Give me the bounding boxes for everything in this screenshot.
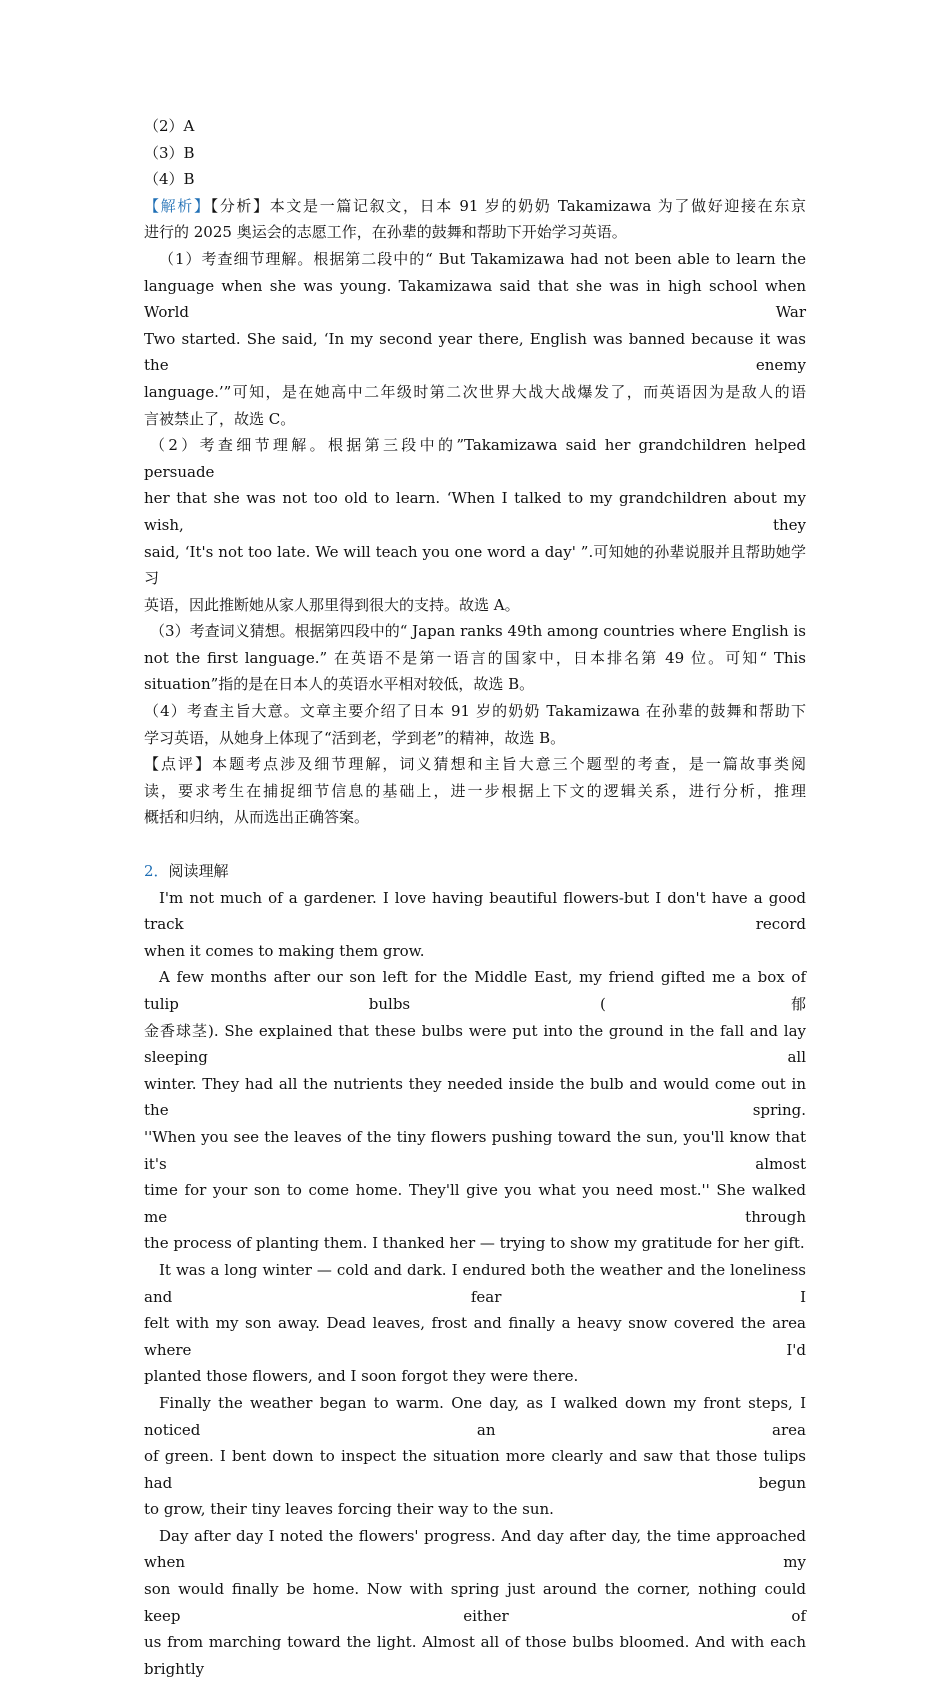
explanation-line: not the first language.” 在英语不是第一语言的国家中，日本排名第 49 位。可知“ This: [144, 648, 806, 667]
explanation-line: （1）考查细节理解。根据第二段中的“ But Takamizawa had not been able to learn the: [159, 249, 806, 268]
question-1-explanation: [144, 246, 806, 432]
passage-line: It was a long winter — cold and dark. I endured both the weather and the loneliness and fear I: [144, 1260, 806, 1306]
passage-line: son would finally be home. Now with spring just around the corner, nothing could keep either of: [144, 1580, 806, 1625]
section-title: 阅读理解: [168, 862, 229, 881]
reading-passage: [144, 885, 806, 1682]
passage-line: to grow, their tiny leaves forcing their way to the sun.: [144, 1500, 554, 1519]
explanation-line: （2）考查细节理解。根据第三段中的”Takamizawa said her grandchildren helped persuade: [144, 436, 806, 481]
passage-line: ''When you see the leaves of the tiny flowers pushing toward the sun, you'll know that it's almost: [144, 1127, 806, 1173]
explanation-line: her that she was not too old to learn. ‘When I talked to my grandchildren about my wish, they: [144, 489, 806, 534]
passage-paragraph: [144, 1523, 806, 1682]
analysis-line: 进行的 2025 奥运会的志愿工作，在孙辈的鼓舞和帮助下开始学习英语。: [144, 223, 627, 242]
explanation-line: language when she was young. Takamizawa said that she was in high school when World War: [144, 276, 806, 322]
explanation-line: （3）考查词义猜想。根据第四段中的“ Japan ranks 49th among countries where English is: [150, 622, 806, 641]
comment-line: 【点评】本题考点涉及细节理解，词义猜想和主旨大意三个题型的考查，是一篇故事类阅: [144, 755, 806, 774]
explanation-line: situation”指的是在日本人的英语水平相对较低，故选 B。: [144, 675, 535, 694]
comment-line: 概括和归纳，从而选出正确答案。: [144, 808, 370, 827]
answer-line: （2）A: [144, 117, 195, 135]
explanation-line: language.’”可知，是在她高中二年级时第二次世界大战大战爆发了，而英语因为是敌人的语: [144, 382, 806, 401]
explanation-line: Two started. She said, ‘In my second year there, English was banned because it was the enemy: [144, 329, 806, 375]
answer-line: （3）B: [144, 143, 195, 162]
passage-paragraph: [144, 885, 806, 965]
question-2-explanation: [144, 432, 806, 618]
passage-line: A few months after our son left for the Middle East, my friend gifted me a box of tulip bulbs (郁: [144, 968, 806, 1013]
passage-paragraph: [144, 964, 806, 1257]
section-number: 2．: [144, 862, 169, 881]
section-heading: [144, 858, 806, 885]
passage-line: us from marching toward the light. Almost all of those bulbs bloomed. And with each brightly: [144, 1633, 806, 1678]
explanation-line: （4）考查主旨大意。文章主要介绍了日本 91 岁的奶奶 Takamizawa 在孙辈的鼓舞和帮助下: [144, 702, 806, 721]
document-page: [144, 113, 806, 1682]
passage-line: Day after day I noted the flowers' progress. And day after day, the time approached when my: [144, 1526, 806, 1572]
passage-line: time for your son to come home. They'll give you what you need most.'' She walked me through: [144, 1181, 806, 1226]
comment-line: 读，要求考生在捕捉细节信息的基础上，进一步根据上下文的逻辑关系，进行分析，推理: [144, 781, 806, 800]
explanation-line: 学习英语，从她身上体现了“活到老，学到老”的精神，故选 B。: [144, 728, 566, 747]
question-3-explanation: [144, 618, 806, 698]
passage-line: I'm not much of a gardener. I love having beautiful flowers-but I don't have a good track record: [144, 888, 806, 934]
question-4-explanation: [144, 698, 806, 751]
comment-block: [144, 751, 806, 831]
passage-line: planted those flowers, and I soon forgot they were there.: [144, 1367, 579, 1386]
passage-line: the process of planting them. I thanked her — trying to show my gratitude for her gift.: [144, 1234, 805, 1253]
passage-line: winter. They had all the nutrients they needed inside the bulb and would come out in the spring.: [144, 1074, 806, 1120]
section-spacer: [144, 831, 806, 858]
analysis-block: [144, 193, 806, 246]
passage-line: felt with my son away. Dead leaves, frost and finally a heavy snow covered the area where I'd: [144, 1314, 806, 1359]
passage-line: when it comes to making them grow.: [144, 941, 425, 960]
passage-paragraph: [144, 1257, 806, 1390]
passage-line: Finally the weather began to warm. One day, as I walked down my front steps, I noticed an area: [144, 1393, 806, 1439]
passage-paragraph: [144, 1390, 806, 1523]
explanation-line: 言被禁止了，故选 C。: [144, 409, 296, 428]
answer-line: （4）B: [144, 170, 195, 189]
analysis-text: 【分析】本文是一篇记叙文，日本 91 岁的奶奶 Takamizawa 为了做好迎接在东京: [210, 196, 806, 215]
passage-line: 金香球茎). She explained that these bulbs were put into the ground in the fall and lay sleeping all: [144, 1021, 806, 1067]
passage-line: of green. I bent down to inspect the situation more clearly and saw that those tulips had begun: [144, 1447, 806, 1492]
analysis-line: [144, 193, 806, 220]
explanation-line: said, ‘It's not too late. We will teach you one word a day' ”.可知她的孙辈说服并且帮助她学习: [144, 542, 806, 588]
explanation-line: 英语，因此推断她从家人那里得到很大的支持。故选 A。: [144, 595, 520, 614]
analysis-tag: 【解析】: [144, 196, 211, 215]
